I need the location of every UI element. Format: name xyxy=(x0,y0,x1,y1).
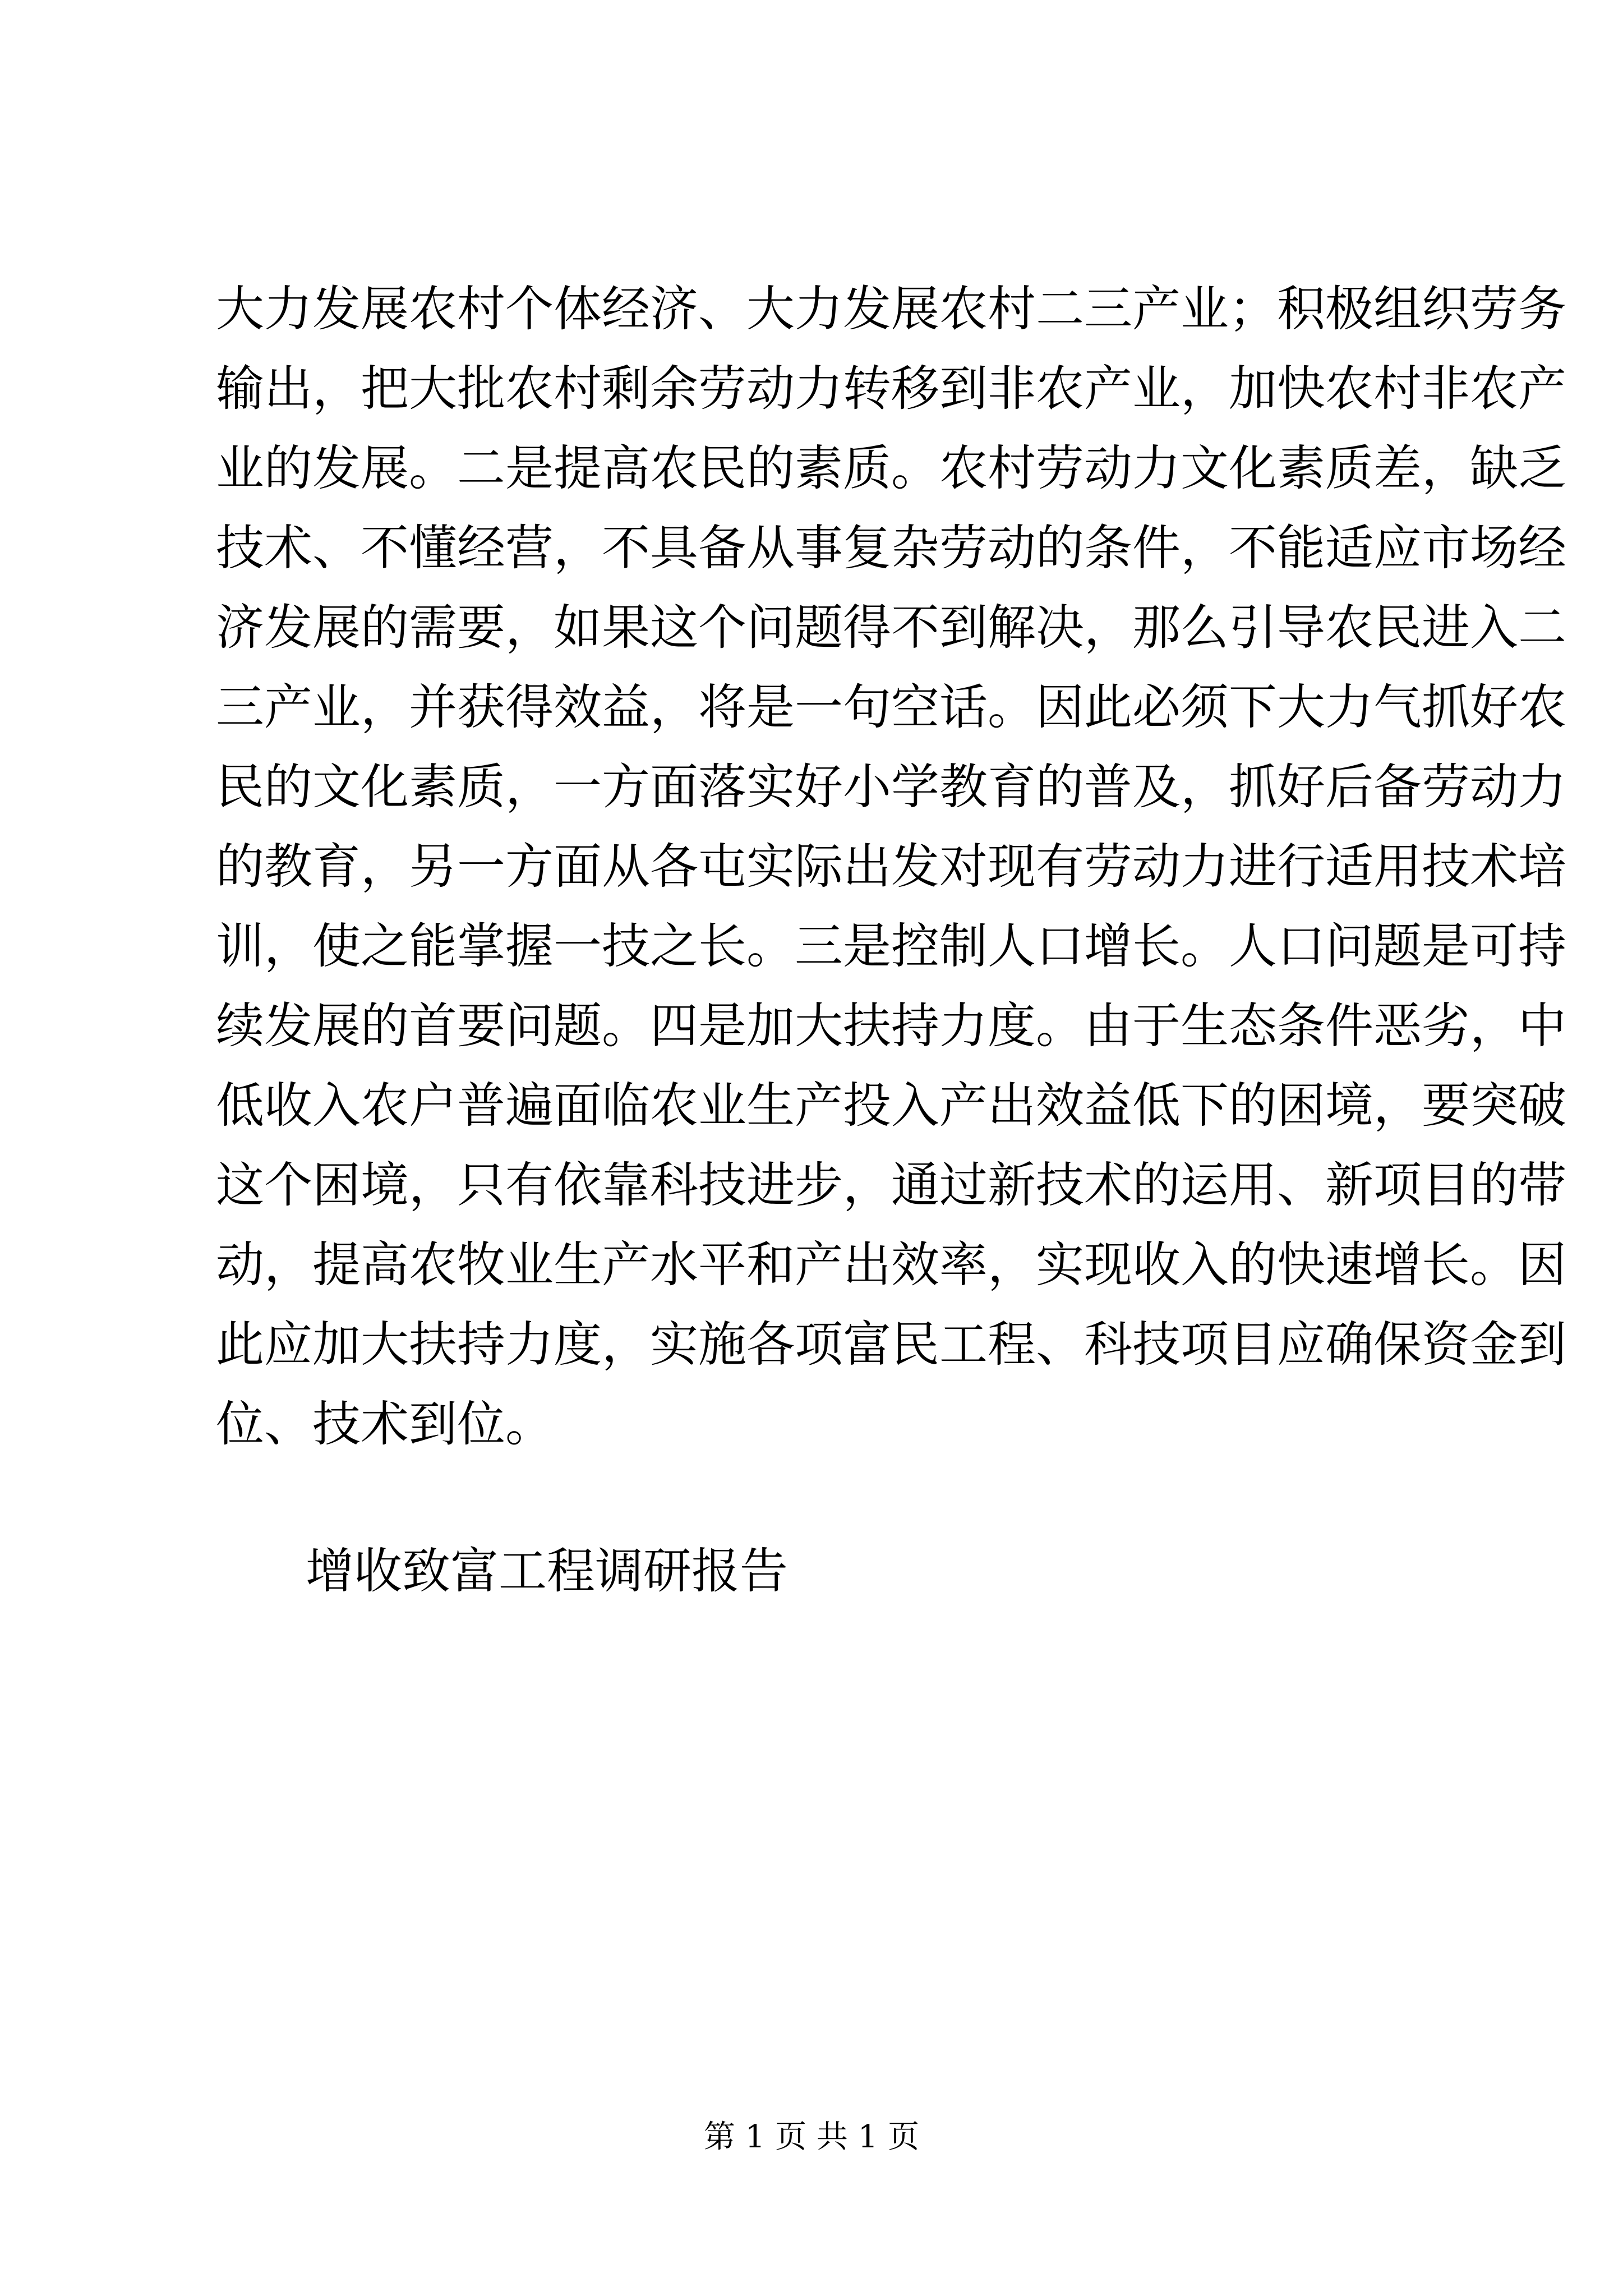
text-line-4: 技术、不懂经营，不具备从事复杂劳动的条件，不能适应市场经 xyxy=(216,520,1566,576)
body-paragraph xyxy=(216,269,1566,1464)
text-line-8: 的教育，另一方面从各屯实际出发对现有劳动力进行适用技术培 xyxy=(216,839,1566,895)
text-line-11: 低收入农户普遍面临农业生产投入产出效益低下的困境，要突破 xyxy=(216,1078,1566,1134)
text-line-14: 此应加大扶持力度，实施各项富民工程、科技项目应确保资金到 xyxy=(216,1317,1566,1373)
page-footer: 第 1 页 共 1 页 xyxy=(703,2119,920,2155)
text-line-1: 大力发展农村个体经济、大力发展农村二三产业；积极组织劳务 xyxy=(216,281,1566,337)
text-line-3: 业的发展。二是提高农民的素质。农村劳动力文化素质差，缺乏 xyxy=(216,440,1566,496)
report-title: 增收致富工程调研报告 xyxy=(306,1543,788,1599)
text-line-7: 民的文化素质，一方面落实好小学教育的普及，抓好后备劳动力 xyxy=(216,759,1566,815)
text-line-10: 续发展的首要问题。四是加大扶持力度。由于生态条件恶劣，中 xyxy=(216,998,1566,1054)
text-line-13: 动，提高农牧业生产水平和产出效率，实现收入的快速增长。因 xyxy=(216,1237,1566,1293)
text-line-15: 位、技术到位。 xyxy=(216,1396,554,1452)
text-line-2: 输出，把大批农村剩余劳动力转移到非农产业，加快农村非农产 xyxy=(216,361,1566,417)
text-line-9: 训，使之能掌握一技之长。三是控制人口增长。人口问题是可持 xyxy=(216,918,1566,974)
text-line-5: 济发展的需要，如果这个问题得不到解决，那么引导农民进入二 xyxy=(216,600,1566,656)
text-line-6: 三产业，并获得效益，将是一句空话。因此必须下大力气抓好农 xyxy=(216,679,1566,735)
text-line-12: 这个困境，只有依靠科技进步，通过新技术的运用、新项目的带 xyxy=(216,1157,1566,1213)
